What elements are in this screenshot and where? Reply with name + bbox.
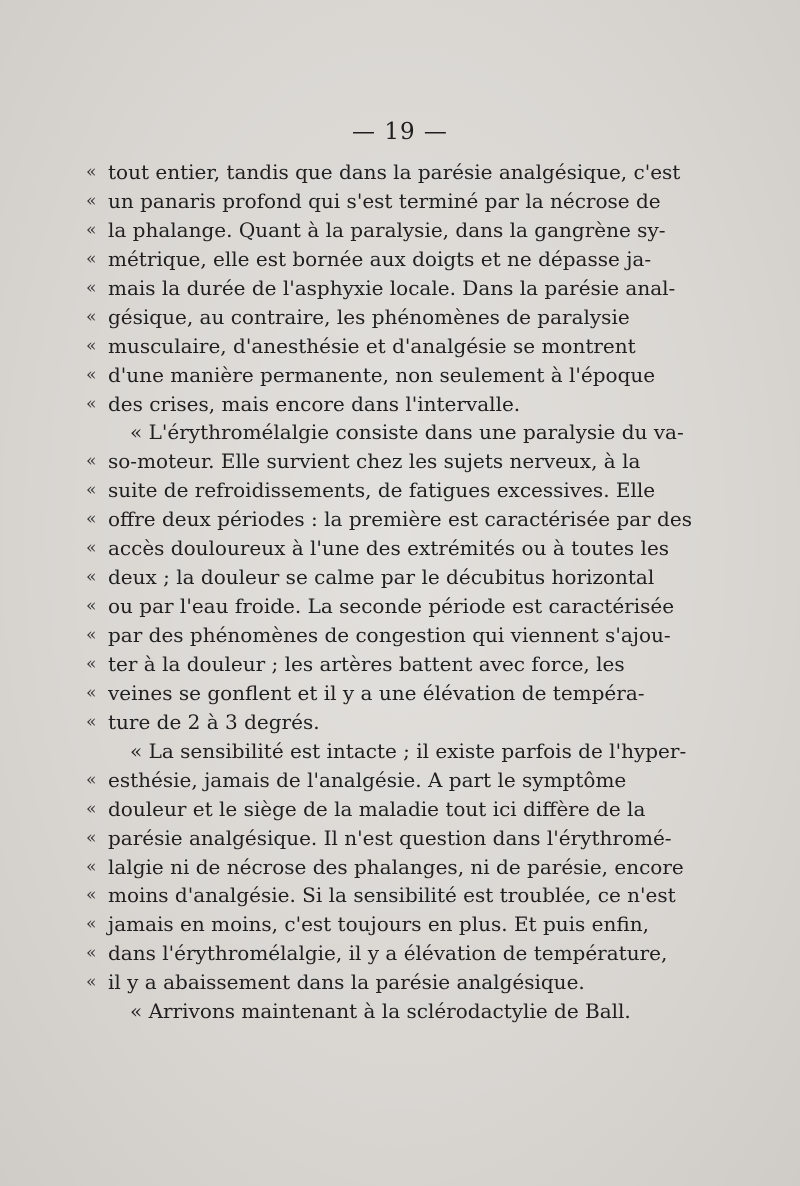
line-text: métrique, elle est bornée aux doigts et ne dépasse ja- bbox=[108, 246, 652, 271]
line-text: d'une manière permanente, non seulement à l'époque bbox=[108, 362, 656, 387]
text-line bbox=[86, 418, 684, 447]
line-text: lalgie ni de nécrose des phalanges, ni de parésie, encore bbox=[108, 854, 684, 879]
line-text: veines se gonflent et il y a une élévation de tempéra- bbox=[108, 680, 645, 705]
line-text: deux ; la douleur se calme par le décubitus horizontal bbox=[108, 565, 655, 590]
quote-mark: « bbox=[86, 219, 97, 240]
quote-mark: « bbox=[86, 480, 97, 501]
text-line bbox=[86, 881, 676, 910]
line-text: so-moteur. Elle survient chez les sujets nerveux, à la bbox=[108, 449, 641, 474]
page-number: — 19 — bbox=[352, 119, 448, 145]
text-line bbox=[86, 766, 627, 795]
text-line bbox=[86, 939, 668, 968]
quote-mark: « bbox=[86, 567, 97, 588]
text-line bbox=[86, 563, 655, 592]
text-line bbox=[86, 853, 684, 882]
line-text: « La sensibilité est intacte ; il existe parfois de l'hyper- bbox=[130, 738, 687, 763]
quote-mark: « bbox=[86, 711, 97, 732]
quote-mark: « bbox=[86, 277, 97, 298]
line-text: par des phénomènes de congestion qui viennent s'ajou- bbox=[108, 623, 671, 647]
text-line bbox=[86, 303, 630, 332]
quote-mark: « bbox=[86, 856, 97, 877]
text-line bbox=[86, 187, 661, 216]
line-text: tout entier, tandis que dans la parésie analgésique, c'est bbox=[108, 160, 681, 184]
text-line bbox=[86, 910, 649, 939]
line-text: parésie analgésique. Il n'est question dans l'érythromé- bbox=[108, 825, 672, 850]
quote-mark: « bbox=[86, 943, 97, 964]
line-text: esthésie, jamais de l'analgésie. A part le symptôme bbox=[108, 767, 627, 792]
line-text: moins d'analgésie. Si la sensibilité est troublée, ce n'est bbox=[108, 883, 676, 908]
quote-mark: « bbox=[86, 769, 97, 790]
line-text: la phalange. Quant à la paralysie, dans la gangrène sy- bbox=[108, 217, 666, 242]
quote-mark: « bbox=[86, 451, 97, 472]
quote-mark: « bbox=[86, 248, 97, 269]
text-line bbox=[86, 476, 656, 505]
line-text: ture de 2 à 3 degrés. bbox=[108, 709, 320, 734]
text-line bbox=[86, 158, 681, 187]
text-line bbox=[86, 795, 646, 824]
line-text: un panaris profond qui s'est terminé par la nécrose de bbox=[108, 188, 661, 213]
line-text: il y a abaissement dans la parésie analgésique. bbox=[108, 970, 585, 995]
line-text: suite de refroidissements, de fatigues excessives. Elle bbox=[108, 478, 656, 503]
quote-mark: « bbox=[86, 798, 97, 819]
text-line bbox=[86, 621, 671, 650]
line-text: musculaire, d'anesthésie et d'analgésie se montrent bbox=[108, 333, 636, 358]
text-line bbox=[86, 968, 616, 997]
text-line bbox=[86, 390, 616, 419]
text-line bbox=[86, 650, 625, 679]
text-line bbox=[86, 679, 645, 708]
quote-mark: « bbox=[86, 306, 97, 327]
text-line bbox=[86, 505, 692, 534]
text-line bbox=[86, 534, 670, 563]
quote-mark: « bbox=[86, 393, 97, 414]
body-text bbox=[86, 158, 692, 1026]
line-text: dans l'érythromélalgie, il y a élévation de température, bbox=[108, 941, 668, 966]
text-line bbox=[86, 245, 652, 274]
line-text: ter à la douleur ; les artères battent avec force, les bbox=[108, 651, 625, 676]
text-line bbox=[86, 737, 687, 766]
line-text: douleur et le siège de la maladie tout ici diffère de la bbox=[108, 796, 646, 821]
quote-mark: « bbox=[86, 885, 97, 906]
quote-mark: « bbox=[86, 364, 97, 385]
quote-mark: « bbox=[86, 972, 97, 993]
text-line bbox=[86, 361, 656, 390]
quote-mark: « bbox=[86, 914, 97, 935]
text-line bbox=[86, 997, 631, 1026]
line-text: mais la durée de l'asphyxie locale. Dans la parésie anal- bbox=[108, 275, 676, 300]
line-text: « Arrivons maintenant à la sclérodactylie de Ball. bbox=[130, 999, 631, 1024]
text-line bbox=[86, 216, 666, 245]
text-line bbox=[86, 447, 641, 476]
text-line bbox=[86, 332, 636, 361]
text-line bbox=[86, 274, 676, 303]
line-text: des crises, mais encore dans l'intervalle. bbox=[108, 391, 521, 416]
line-text: jamais en moins, c'est toujours en plus. Et puis enfin, bbox=[108, 912, 649, 937]
line-text: « L'érythromélalgie consiste dans une paralysie du va- bbox=[130, 420, 684, 445]
quote-mark: « bbox=[86, 596, 97, 617]
quote-mark: « bbox=[86, 682, 97, 703]
line-text: gésique, au contraire, les phénomènes de paralysie bbox=[108, 304, 630, 329]
text-line bbox=[86, 824, 672, 853]
quote-mark: « bbox=[86, 827, 97, 848]
text-line bbox=[86, 592, 675, 621]
quote-mark: « bbox=[86, 335, 97, 356]
text-line bbox=[86, 708, 616, 737]
quote-mark: « bbox=[86, 190, 97, 211]
line-text: ou par l'eau froide. La seconde période est caractérisée bbox=[108, 594, 675, 619]
line-text: accès douloureux à l'une des extrémités ou à toutes les bbox=[108, 536, 670, 561]
quote-mark: « bbox=[86, 653, 97, 674]
quote-mark: « bbox=[86, 625, 97, 645]
quote-mark: « bbox=[86, 162, 97, 182]
quote-mark: « bbox=[86, 538, 97, 559]
line-text: offre deux périodes : la première est caractérisée par des bbox=[108, 507, 692, 532]
quote-mark: « bbox=[86, 509, 97, 530]
